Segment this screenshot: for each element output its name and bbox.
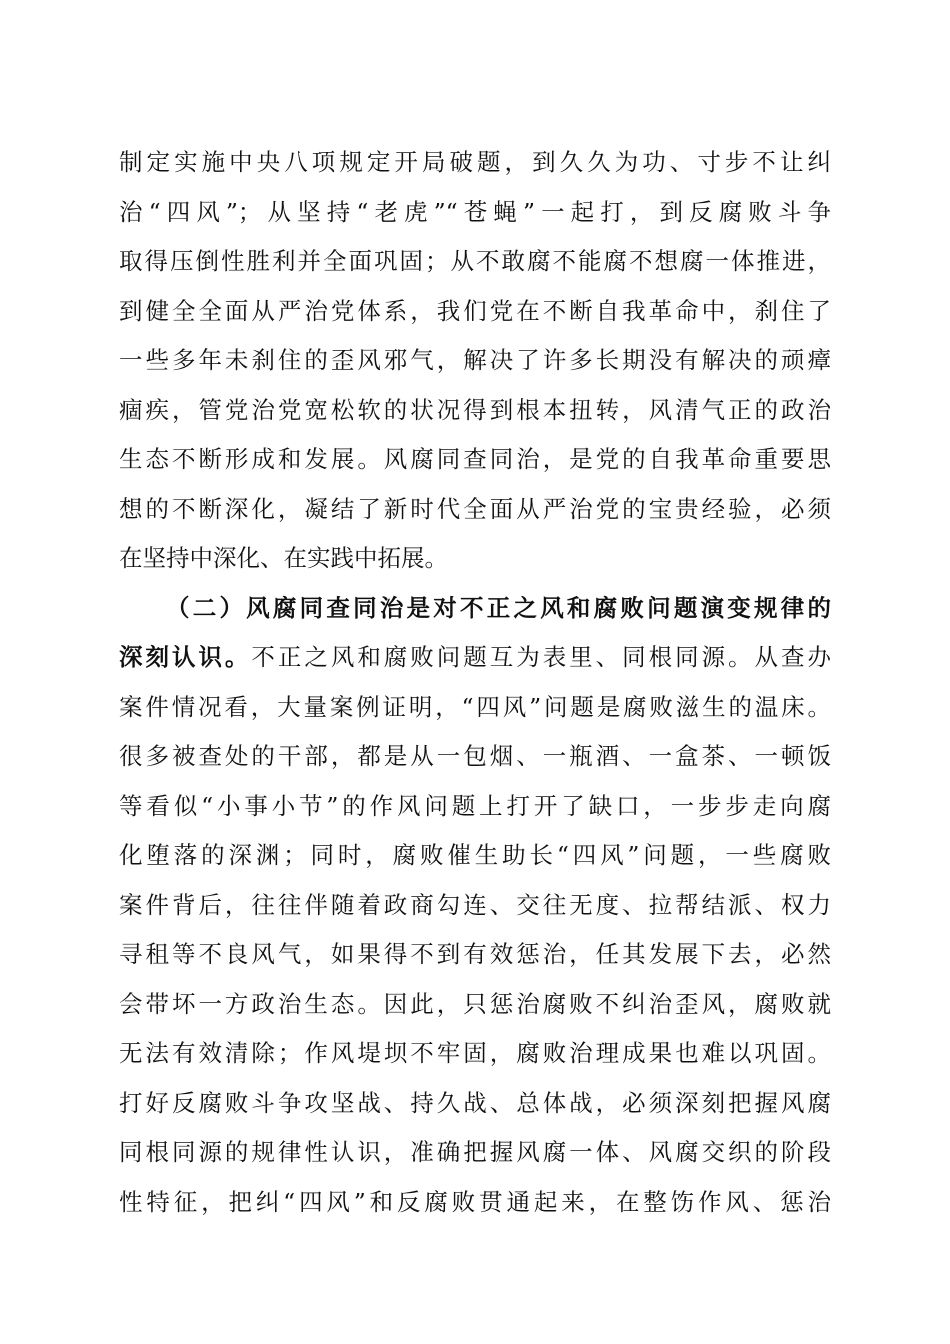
text-line: 寻租等不良风气，如果得不到有效惩治，任其发展下去，必然 <box>119 940 831 968</box>
text-line: 痼疾，管党治党宽松软的状况得到根本扭转，风清气正的政治 <box>119 395 831 424</box>
text-line: 制定实施中央八项规定开局破题，到久久为功、寸步不让纠 <box>119 148 831 176</box>
text-line-mixed <box>119 633 831 683</box>
text-line: 会带坏一方政治生态。因此，只惩治腐败不纠治歪风，腐败就 <box>119 989 831 1018</box>
text-line: 化堕落的深渊；同时，腐败催生助长“四风”问题，一些腐败 <box>119 841 831 869</box>
text-line: 性特征，把纠“四风”和反腐败贯通起来，在整饬作风、惩治 <box>119 1187 831 1216</box>
section-heading-end: 深刻认识。 <box>119 643 252 671</box>
text-line: 同根同源的规律性认识，准确把握风腐一体、风腐交织的阶段 <box>119 1138 831 1166</box>
text-segment: 不正之风和腐败问题互为表里、同根同源。从查办 <box>251 643 832 671</box>
text-line: 生态不断形成和发展。风腐同查同治，是党的自我革命重要思 <box>119 445 831 473</box>
text-line: 取得压倒性胜利并全面巩固；从不敢腐不能腐不想腐一体推进， <box>119 247 831 275</box>
text-line: 一些多年未刹住的歪风邪气，解决了许多长期没有解决的顽瘴 <box>119 346 831 374</box>
text-line: 到健全全面从严治党体系，我们党在不断自我革命中，刹住了 <box>119 296 831 325</box>
text-line: 想的不断深化，凝结了新时代全面从严治党的宝贵经验，必须 <box>119 494 831 523</box>
text-line: 案件情况看，大量案例证明，“四风”问题是腐败滋生的温床。 <box>119 692 831 721</box>
text-line: 无法有效清除；作风堤坝不牢固，腐败治理成果也难以巩固。 <box>119 1039 831 1067</box>
text-line: 很多被查处的干部，都是从一包烟、一瓶酒、一盒茶、一顿饭 <box>119 742 831 770</box>
text-line: 打好反腐败斗争攻坚战、持久战、总体战，必须深刻把握风腐 <box>119 1088 831 1117</box>
text-line: 案件背后，往往伴随着政商勾连、交往无度、拉帮结派、权力 <box>119 890 831 919</box>
text-line: 在坚持中深化、在实践中拓展。 <box>119 544 448 572</box>
text-line: 等看似“小事小节”的作风问题上打开了缺口，一步步走向腐 <box>119 791 831 820</box>
text-line: 治“四风”；从坚持“老虎”“苍蝇”一起打，到反腐败斗争 <box>119 197 831 226</box>
body-text <box>119 138 831 1227</box>
section-heading: （二）风腐同查同治是对不正之风和腐败问题演变规律的 <box>166 593 831 622</box>
